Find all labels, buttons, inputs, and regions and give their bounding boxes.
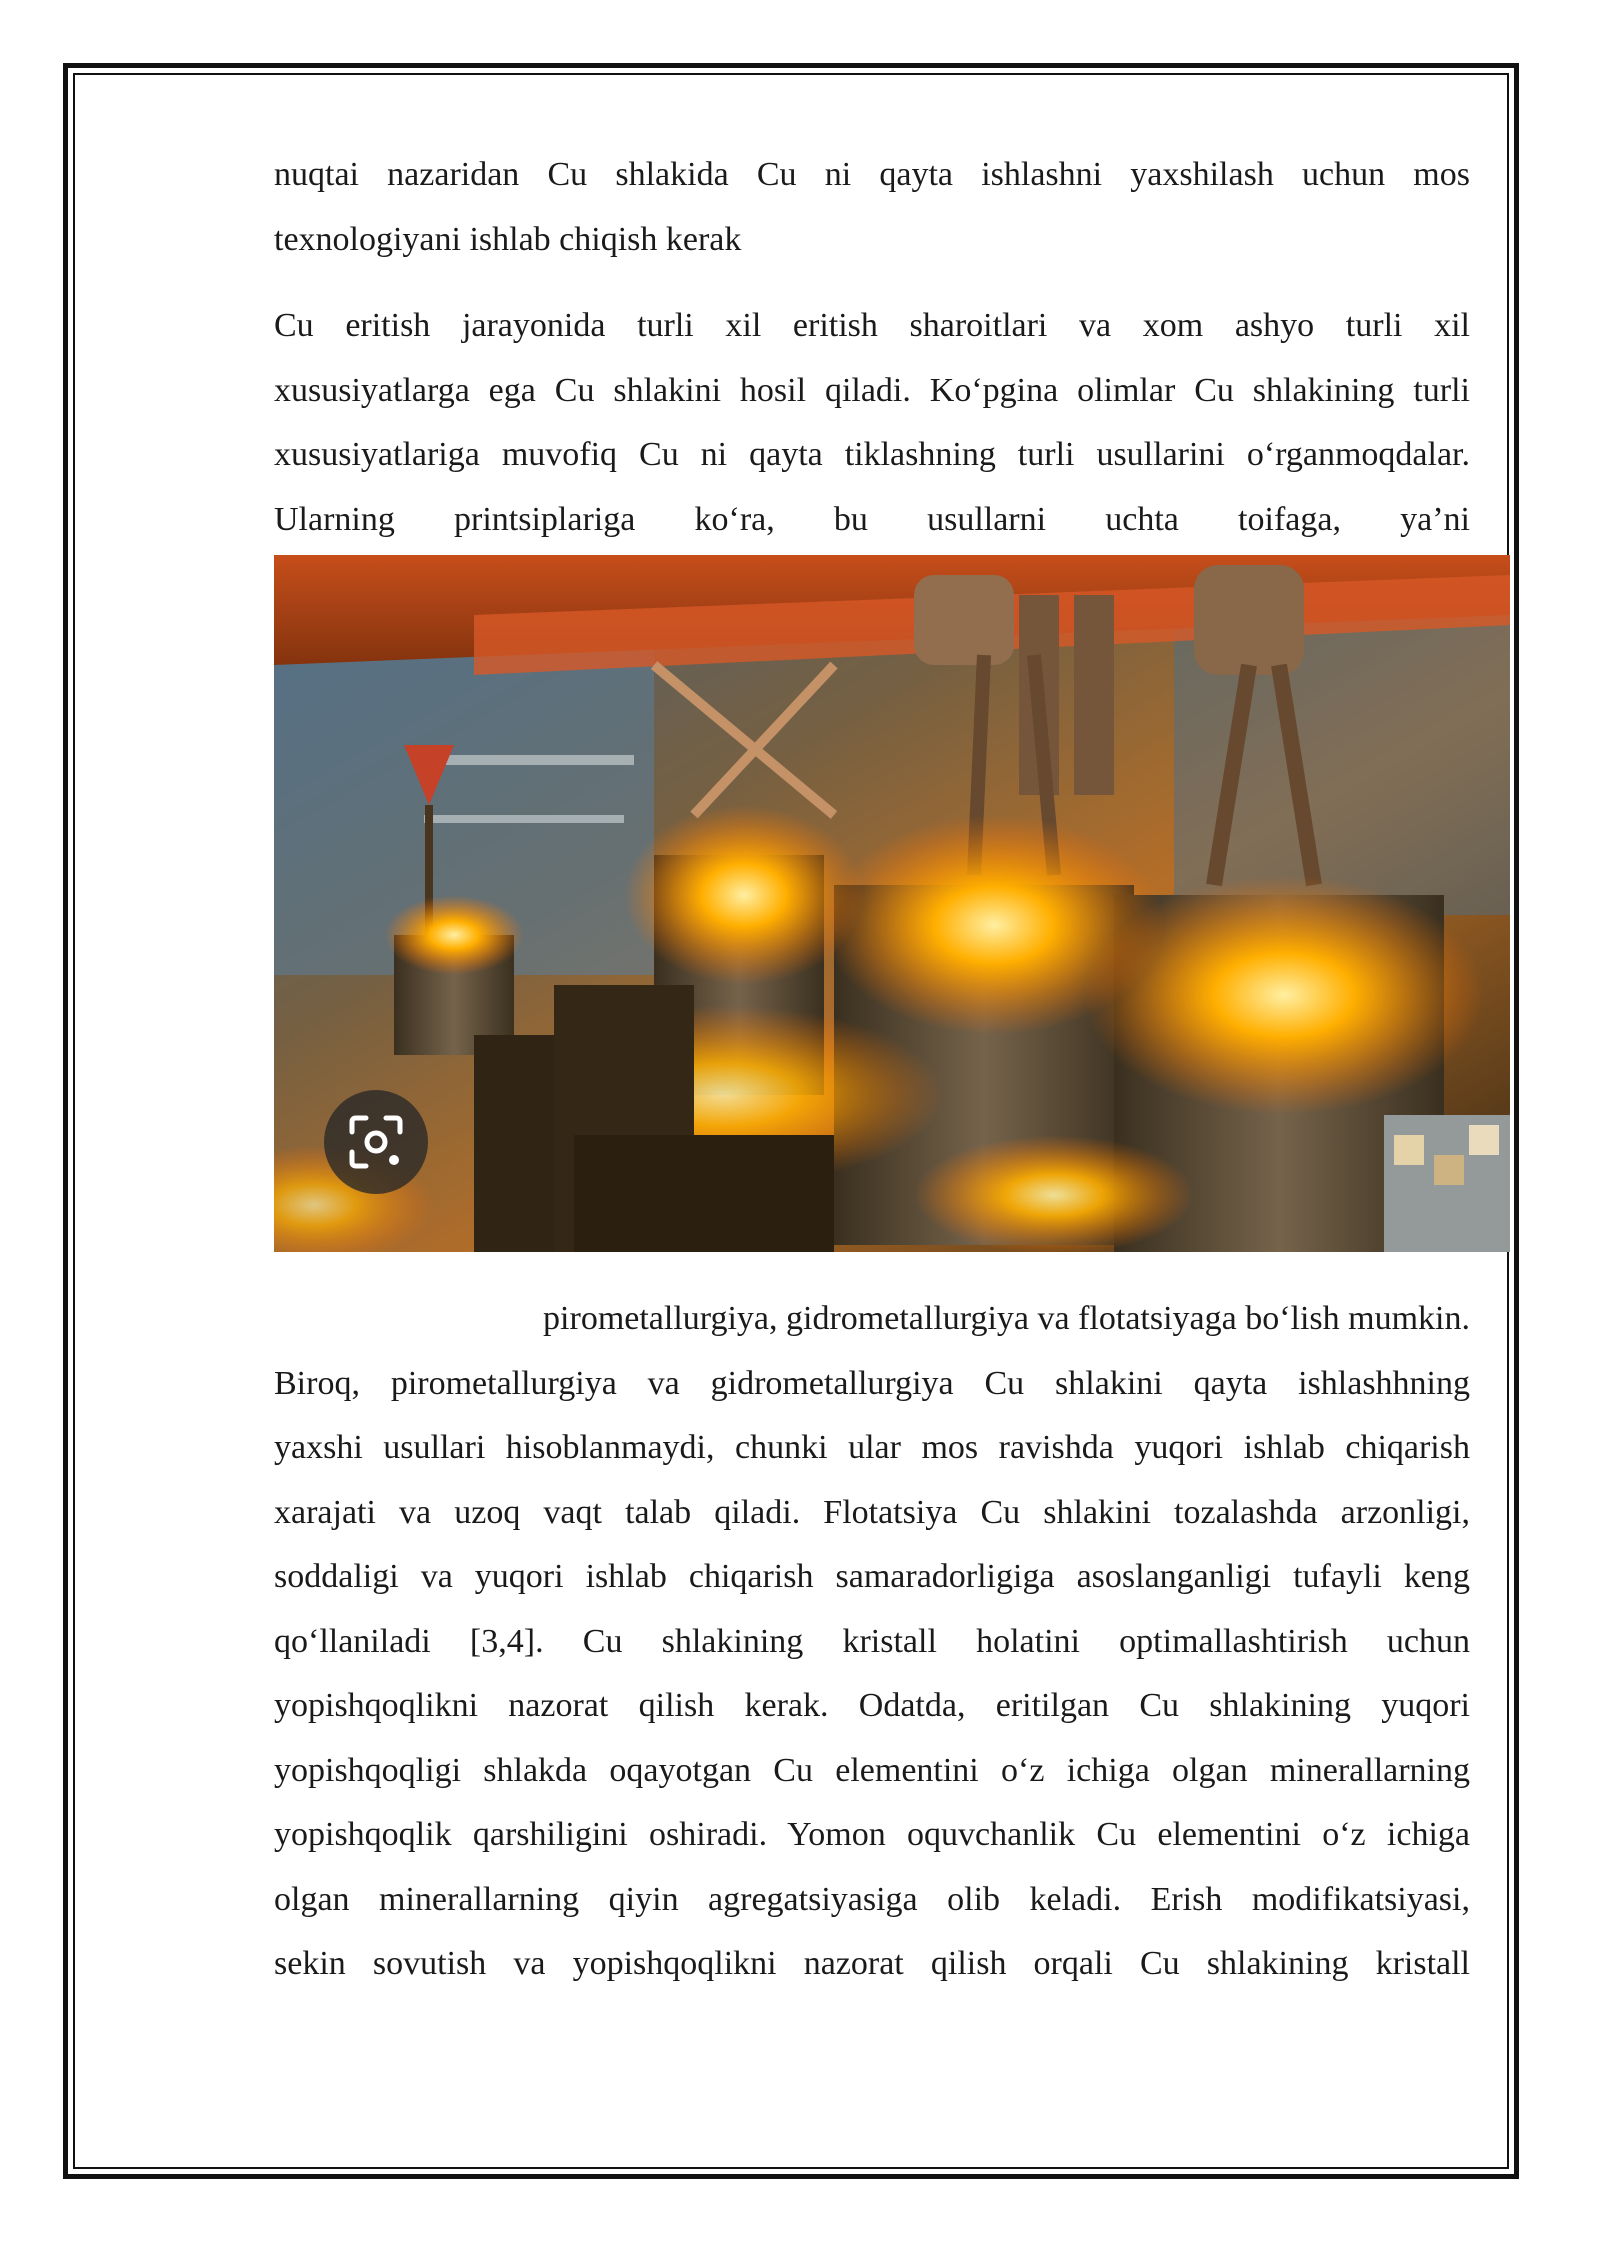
- paragraph-3: [274, 1287, 1470, 1997]
- steel-mill-photo: [274, 555, 1510, 1252]
- text-line: pirometallurgiya, gidrometallurgiya va flotatsiyaga bo‘lish mumkin.: [543, 1300, 1470, 1337]
- text-line: soddaligi va yuqori ishlab chiqarish samaradorligiga asoslanganligi tufayli keng: [274, 1558, 1470, 1595]
- paragraph-1: [274, 143, 1470, 272]
- text-line: yopishqoqlik qarshiligini oshiradi. Yomon oquvchanlik Cu elementini o‘z ichiga: [274, 1816, 1470, 1853]
- text-line: xususiyatlariga muvofiq Cu ni qayta tiklashning turli usullarini o‘rganmoqdalar.: [274, 436, 1470, 473]
- paragraph-2: [274, 294, 1470, 552]
- lens-icon[interactable]: [324, 1090, 428, 1194]
- text-line: olgan minerallarning qiyin agregatsiyasiga olib keladi. Erish modifikatsiyasi,: [274, 1880, 1470, 1918]
- text-line: Ularning printsiplariga ko‘ra, bu usullarni uchta toifaga, ya’ni: [274, 500, 1470, 538]
- text-line: qo‘llaniladi [3,4]. Cu shlakining kristall holatini optimallashtirish uchun: [274, 1622, 1470, 1660]
- text-line: Biroq, pirometallurgiya va gidrometallurgiya Cu shlakini qayta ishlashhning: [274, 1364, 1470, 1402]
- text-line: yopishqoqligi shlakda oqayotgan Cu elementini o‘z ichiga olgan minerallarning: [274, 1751, 1470, 1789]
- text-line: sekin sovutish va yopishqoqlikni nazorat qilish orqali Cu shlakining kristall: [274, 1945, 1470, 1982]
- text-line: xususiyatlarga ega Cu shlakini hosil qiladi. Ko‘pgina olimlar Cu shlakining turli: [274, 371, 1470, 409]
- text-line: texnologiyani ishlab chiqish kerak: [274, 220, 742, 258]
- text-line: xarajati va uzoq vaqt talab qiladi. Flotatsiya Cu shlakini tozalashda arzonligi,: [274, 1493, 1470, 1531]
- text-line: Cu eritish jarayonida turli xil eritish sharoitlari va xom ashyo turli xil: [274, 307, 1470, 344]
- text-line: yopishqoqlikni nazorat qilish kerak. Odatda, eritilgan Cu shlakining yuqori: [274, 1687, 1470, 1724]
- text-line: yaxshi usullari hisoblanmaydi, chunki ular mos ravishda yuqori ishlab chiqarish: [274, 1429, 1470, 1466]
- text-line: nuqtai nazaridan Cu shlakida Cu ni qayta ishlashni yaxshilash uchun mos: [274, 156, 1470, 193]
